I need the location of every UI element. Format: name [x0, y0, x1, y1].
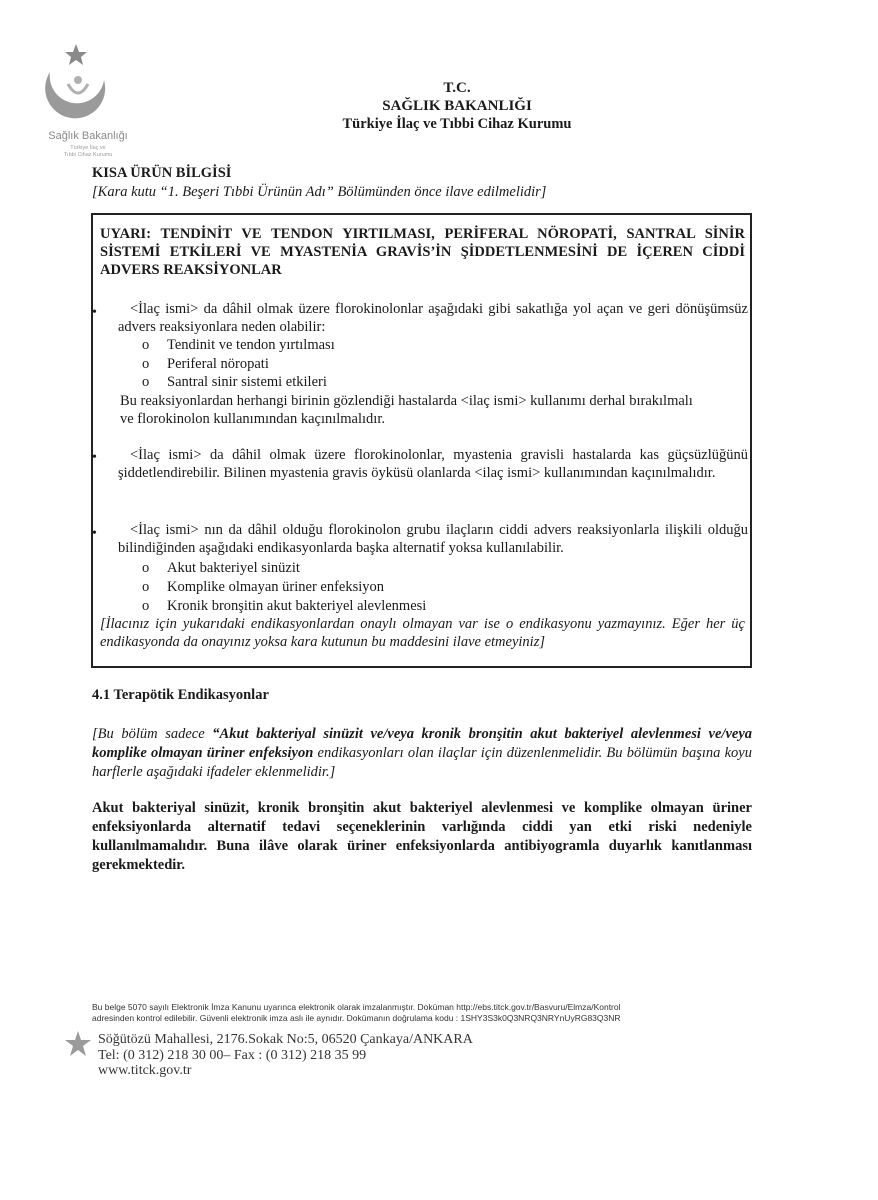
bullet-icon: • — [92, 526, 97, 541]
sub-bullet-icon: o — [142, 337, 150, 353]
sub-bullet-icon: o — [142, 374, 150, 390]
section-note: [Kara kutu “1. Beşeri Tıbbi Ürünün Adı” Bölümünden önce ilave edilmelidir] — [92, 184, 547, 200]
logo-subtitle — [48, 145, 128, 159]
warning-bullet-2-text: <İlaç ismi> da dâhil olmak üzere florokinolonlar, myastenia gravisli hastalarda kas güçsüzlüğünü şiddetlendirebilir. Bilinen myastenia gravis öyküsü olanlarda <ilaç ismi> kullanımından kaçınılmalıdır. — [118, 447, 748, 481]
esign-notice — [92, 1002, 732, 1024]
warning-bullet-3-text: <İlaç ismi> nın da dâhil olduğu florokinolon grubu ilaçların ciddi advers reaksiyonlarla ilişkili olduğu bilindiğinden aşağıdaki endikasyonlarda başka alternatif yoksa kullanılabilir. — [118, 522, 748, 556]
header-tc: T.C. — [443, 80, 471, 96]
warning-bullet-3-note: [İlacınız için yukarıdaki endikasyonlardan onaylı olmayan var ise o endikasyonu yazmayınız. Eğer her üç endikasyonda da onayınız yoksa kara kutunun bu maddesini ilave etmeyiniz] — [100, 616, 745, 650]
warning-list-item: Komplike olmayan üriner enfeksiyon — [167, 579, 385, 595]
footer-address: Söğütözü Mahallesi, 2176.Sokak No:5, 06520 Çankaya/ANKARA — [98, 1032, 473, 1047]
footer-website: www.titck.gov.tr — [98, 1063, 192, 1078]
section-title: KISA ÜRÜN BİLGİSİ — [92, 165, 232, 181]
sub-bullet-icon: o — [142, 598, 150, 614]
section-41-note-suffix: endikasyonları olan ilaçlar için düzenlenmelidir. Bu bölümün başına koyu harflerle aşağıdaki ifadeler eklenmelidir.] — [92, 745, 752, 780]
logo-subtitle-line2: Tıbbi Cihaz Kurumu — [63, 152, 113, 158]
warning-list-item: Periferal nöropati — [167, 356, 269, 372]
bullet-icon: • — [92, 305, 97, 320]
warning-list-item: Kronik bronşitin akut bakteriyel alevlenmesi — [167, 598, 427, 614]
section-41-note-prefix: [Bu bölüm sadece — [92, 726, 213, 742]
esign-line-2: adresinden kontrol edilebilir. Güvenli elektronik imza aslı ile aynıdır. Dokümanın doğrulama kodu : 1SHY3S3k0Q3NRQ3NRYnUyRG83Q3NR — [92, 1013, 621, 1023]
footer-phone: Tel: (0 312) 218 30 00– Fax : (0 312) 218 35 99 — [98, 1047, 367, 1063]
sub-bullet-icon: o — [142, 579, 150, 595]
warning-bullet-1-text: <İlaç ismi> da dâhil olmak üzere florokinolonlar aşağıdaki gibi sakatlığa yol açan ve geri dönüşümsüz advers reaksiyonlara neden olabilir: — [118, 301, 748, 335]
header-agency: Türkiye İlaç ve Tıbbi Cihaz Kurumu — [342, 116, 572, 132]
warning-list-item: Tendinit ve tendon yırtılması — [167, 337, 335, 353]
sub-bullet-icon: o — [142, 356, 150, 372]
section-41-note — [92, 725, 752, 782]
logo-name: Sağlık Bakanlığı — [48, 130, 128, 142]
footer-contact — [98, 1032, 473, 1079]
logo-subtitle-line1: Türkiye İlaç ve — [70, 145, 106, 151]
section-41-bold-paragraph: Akut bakteriyal sinüzit, kronik bronşitin akut bakteriyel alevlenmesi ve komplike olmayan üriner enfeksiyonlarda alternatif tedavi seçeneklerinin varlığında ciddi yan etki riski nedeniyle kullanılmamalıdır. Buna ilâve olarak üriner enfeksiyonlarda antibiyogramla duyarlık kanıtlanması gerekmektedir. — [92, 800, 752, 873]
star-icon — [64, 1030, 92, 1063]
warning-title: UYARI: TENDİNİT VE TENDON YIRTILMASI, PERİFERAL NÖROPATİ, SANTRAL SİNİR SİSTEMİ ETKİLERİ VE MYASTENİA GRAVİS’İN ŞİDDETLENMESİNİ DE İÇEREN CİDDİ ADVERS REAKSİYONLAR — [100, 226, 745, 278]
esign-line-1: Bu belge 5070 sayılı Elektronik İmza Kanunu uyarınca elektronik olarak imzalanmıştır. Doküman http://ebs.titck.gov.tr/Basvuru/Elmza/Kontrol — [92, 1002, 621, 1012]
header-ministry: SAĞLIK BAKANLIĞI — [382, 98, 532, 114]
warning-list-item: Santral sinir sistemi etkileri — [167, 374, 327, 390]
warning-list-item: Akut bakteriyel sinüzit — [167, 560, 300, 576]
section-41-note-bold: “Akut bakteriyal sinüzit ve/veya kronik bronşitin akut bakteriyel alevlenmesi ve/veya komplike olmayan üriner enfeksiyon — [92, 726, 753, 761]
sub-bullet-icon: o — [142, 560, 150, 576]
warning-bullet-1-after: Bu reaksiyonlardan herhangi birinin gözlendiği hastalarda <ilaç ismi> kullanımı derhal bırakılmalı ve florokinolon kullanımından kaçınılmalıdır. — [120, 393, 693, 427]
bullet-icon: • — [92, 450, 97, 465]
section-41-heading: 4.1 Terapötik Endikasyonlar — [92, 687, 269, 703]
